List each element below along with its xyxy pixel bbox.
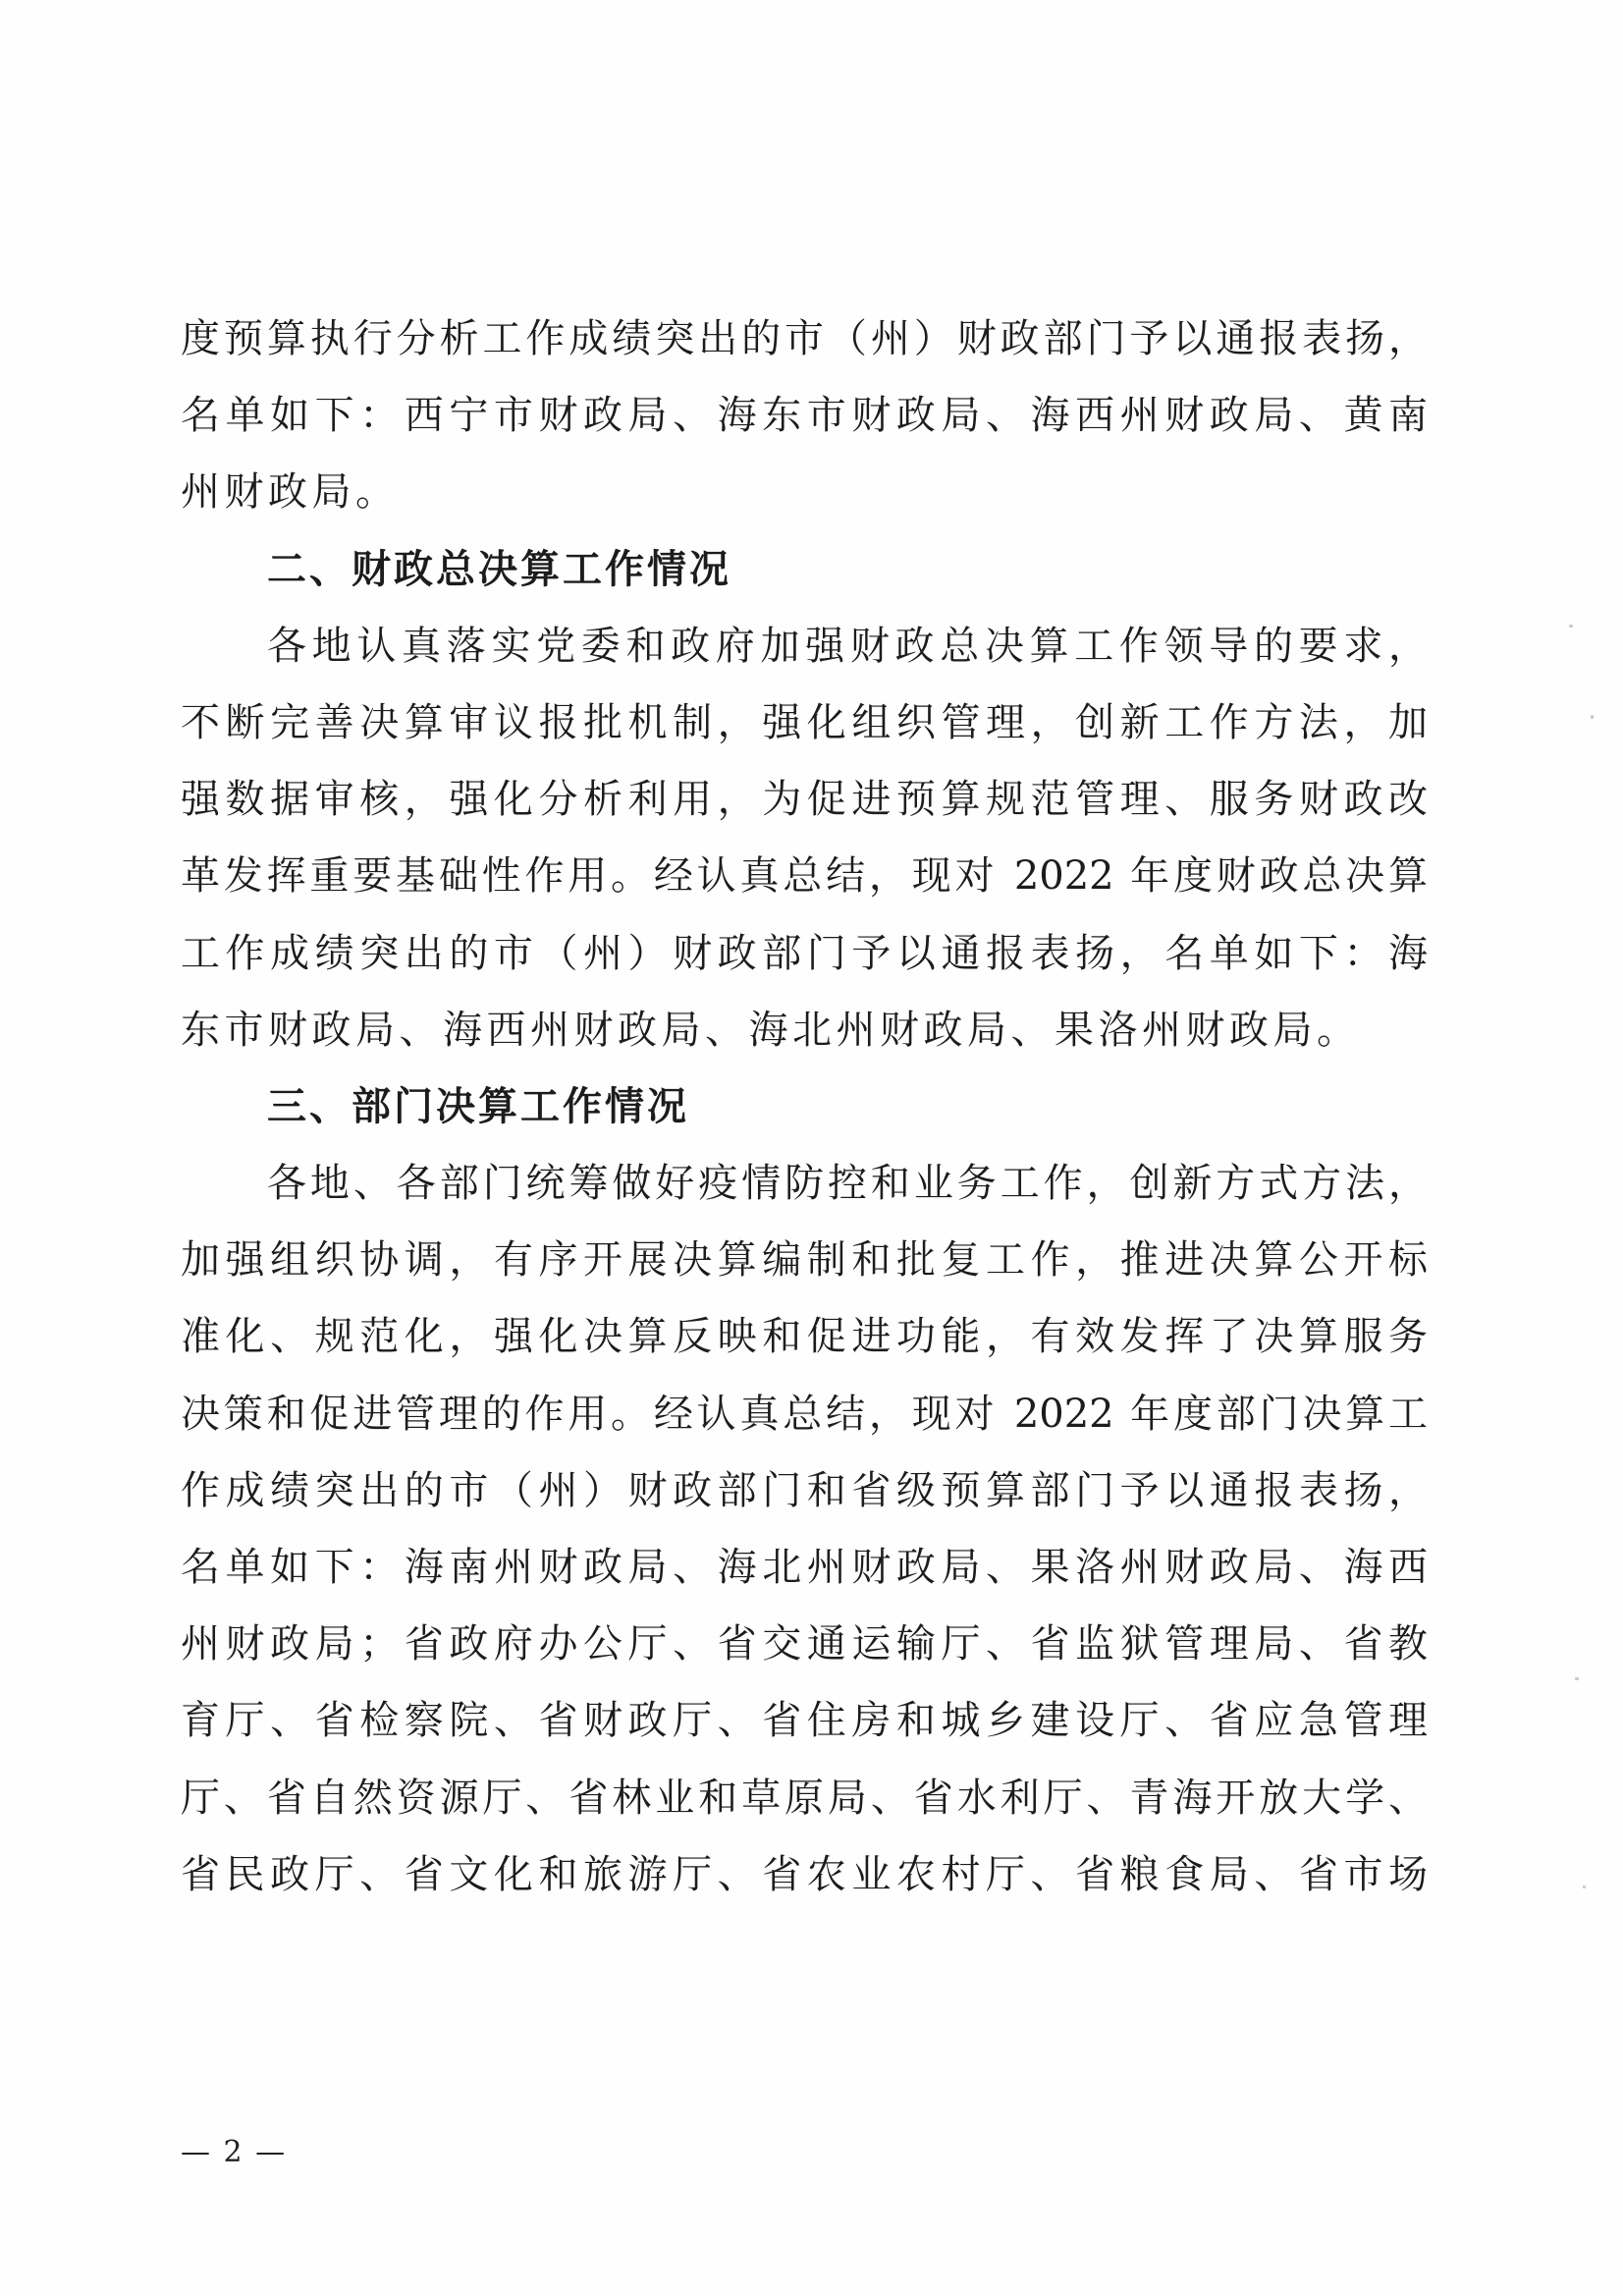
scan-speck bbox=[1569, 625, 1573, 628]
scan-speck bbox=[1583, 1886, 1586, 1888]
body-line: 厅、省自然资源厅、省林业和草原局、省水利厅、青海开放大学、 bbox=[181, 1775, 1428, 1821]
body-line: 名单如下：西宁市财政局、海东市财政局、海西州财政局、黄南 bbox=[181, 393, 1428, 439]
body-line: 革发挥重要基础性作用。经认真总结，现对 2022 年度财政总决算 bbox=[181, 853, 1428, 900]
body-line: 省民政厅、省文化和旅游厅、省农业农村厅、省粮食局、省市场 bbox=[181, 1851, 1428, 1897]
body-line: 决策和促进管理的作用。经认真总结，现对 2022 年度部门决算工 bbox=[181, 1391, 1428, 1437]
section-heading-2: 二、财政总决算工作情况 bbox=[267, 546, 731, 592]
body-line: 作成绩突出的市（州）财政部门和省级预算部门予以通报表扬， bbox=[181, 1467, 1428, 1513]
paragraph-start: 各地、各部门统筹做好疫情防控和业务工作，创新方式方法， bbox=[267, 1161, 1428, 1207]
body-line: 不断完善决算审议报批机制，强化组织管理，创新工作方法，加 bbox=[181, 699, 1428, 745]
body-line: 度预算执行分析工作成绩突出的市（州）财政部门予以通报表扬， bbox=[181, 316, 1428, 361]
body-line: 州财政局。 bbox=[181, 469, 400, 516]
page-number: — 2 — bbox=[181, 2135, 288, 2169]
body-line: 名单如下：海南州财政局、海北州财政局、果洛州财政局、海西 bbox=[181, 1545, 1428, 1590]
scan-speck bbox=[1591, 715, 1594, 719]
body-line: 强数据审核，强化分析利用，为促进预算规范管理、服务财政改 bbox=[181, 777, 1428, 823]
body-line: 加强组织协调，有序开展决算编制和批复工作，推进决算公开标 bbox=[181, 1237, 1428, 1284]
document-body bbox=[181, 301, 1428, 1913]
body-line: 州财政局；省政府办公厅、省交通运输厅、省监狱管理局、省教 bbox=[181, 1621, 1428, 1667]
body-line: 东市财政局、海西州财政局、海北州财政局、果洛州财政局。 bbox=[181, 1007, 1361, 1053]
section-heading-3: 三、部门决算工作情况 bbox=[267, 1083, 689, 1129]
body-line: 育厅、省检察院、省财政厅、省住房和城乡建设厅、省应急管理 bbox=[181, 1698, 1428, 1744]
scan-speck bbox=[1575, 1677, 1579, 1680]
body-line: 工作成绩突出的市（州）财政部门予以通报表扬，名单如下：海 bbox=[181, 930, 1428, 976]
body-line: 准化、规范化，强化决算反映和促进功能，有效发挥了决算服务 bbox=[181, 1314, 1428, 1360]
paragraph-start: 各地认真落实党委和政府加强财政总决算工作领导的要求， bbox=[267, 623, 1428, 669]
